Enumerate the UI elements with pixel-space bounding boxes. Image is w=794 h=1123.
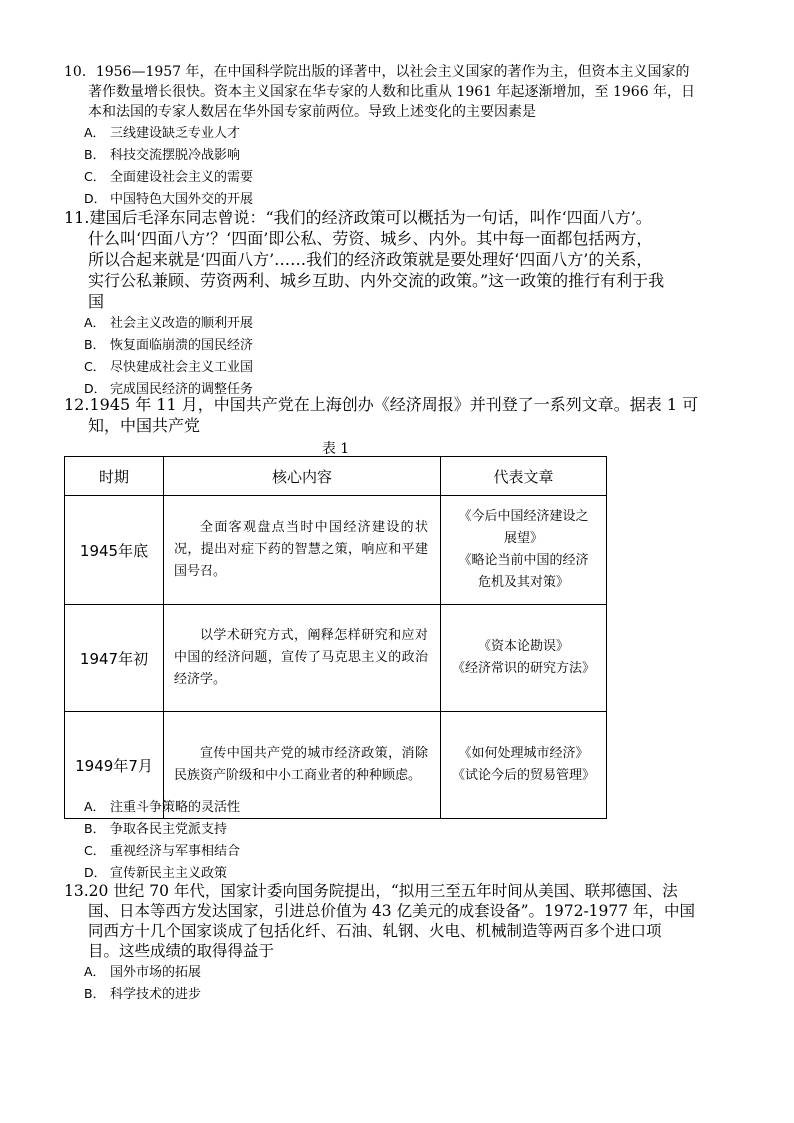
stem-line: 国、日本等西方发达国家，引进总价值为 43 亿美元的成套设备”。1972-1977 年，中国 <box>88 902 696 920</box>
articles-cell <box>441 496 607 605</box>
question-number: 11. <box>64 208 90 227</box>
option-d[interactable]: D． 宣传新民主主义政策 <box>84 865 228 881</box>
question-number: 12. <box>64 395 90 414</box>
stem-line: 国 <box>88 292 105 311</box>
option-a[interactable]: A． 注重斗争策略的灵活性 <box>84 799 241 815</box>
question-12 <box>64 394 744 436</box>
core-content-cell: 宣传中国共产党的城市经济政策，消除民族资产阶级和中小工商业者的种种顾虑。 <box>164 712 441 819</box>
option-b[interactable]: B． 争取各民主党派支持 <box>84 821 228 837</box>
options-list <box>64 796 744 884</box>
question-13-stem <box>64 881 744 961</box>
stem-line: 1945 年 11 月，中国共产党在上海创办《经济周报》并刊登了一系列文章。据表 1 可 <box>89 395 699 414</box>
stem-line: 1956—1957 年，在中国科学院出版的译著中，以社会主义国家的著作为主，但资本主义国家的 <box>95 64 690 80</box>
question-number: 10． <box>64 64 96 80</box>
stem-line: 所以合起来就是‘四面八方’……我们的经济政策就是要处理好‘四面八方’的关系， <box>88 250 653 269</box>
options-list <box>64 961 744 1005</box>
stem-line: 同西方十几个国家谈成了包括化纤、石油、轧钢、火电、机械制造等两百多个进口项 <box>88 922 662 940</box>
article-title: 展望》 <box>503 531 543 546</box>
stem-line: 实行公私兼顾、劳资两利、城乡互助、内外交流的政策。”这一政策的推行有利于我 <box>88 271 665 290</box>
question-12-options <box>64 796 744 884</box>
table-row <box>65 496 607 605</box>
article-title: 《今后中国经济建设之 <box>458 509 589 524</box>
period-cell: 1949年7月 <box>65 712 164 819</box>
article-title: 《经济常识的研究方法》 <box>451 661 595 676</box>
article-title: 《略论当前中国的经济 <box>458 553 589 568</box>
period-cell: 1947年初 <box>65 605 164 712</box>
question-11-stem <box>64 207 744 312</box>
question-10-stem <box>64 62 744 122</box>
article-title: 《试论今后的贸易管理》 <box>451 768 595 783</box>
core-content-cell: 以学术研究方式，阐释怎样研究和应对中国的经济问题，宣传了马克思主义的政治经济学。 <box>164 605 441 712</box>
table-caption: 表 1 <box>321 441 350 457</box>
option-b[interactable]: B． 恢复面临崩溃的国民经济 <box>84 337 254 353</box>
article-title: 《资本论勘误》 <box>477 639 569 654</box>
stem-line: 什么叫‘四面八方’？‘四面’即公私、劳资、城乡、内外。其中每一面都包括两方， <box>88 229 653 248</box>
options-list <box>64 122 744 210</box>
stem-line: 目。这些成绩的取得得益于 <box>88 942 275 960</box>
table-header: 时期 <box>65 457 164 496</box>
question-12-stem <box>64 394 744 436</box>
table-1 <box>64 456 607 819</box>
question-11 <box>64 207 744 400</box>
option-a[interactable]: A． 社会主义改造的顺利开展 <box>84 315 254 331</box>
option-b[interactable]: B． 科技交流摆脱冷战影响 <box>84 147 241 163</box>
stem-line: 本和法国的专家人数居在华外国专家前两位。导致上述变化的主要因素是 <box>88 104 536 120</box>
core-content-cell: 全面客观盘点当时中国经济建设的状况，提出对症下药的智慧之策，响应和平建国号召。 <box>164 496 441 605</box>
option-a[interactable]: A． 国外市场的拓展 <box>84 964 202 980</box>
table-row <box>65 605 607 712</box>
question-10 <box>64 62 744 210</box>
question-13 <box>64 881 744 1005</box>
option-d[interactable]: D． 中国特色大国外交的开展 <box>84 191 254 207</box>
question-number: 13. <box>64 882 89 900</box>
option-c[interactable]: C． 全面建设社会主义的需要 <box>84 169 254 185</box>
options-list <box>64 312 744 400</box>
stem-line: 建国后毛泽东同志曾说：“我们的经济政策可以概括为一句话，叫作‘四面八方’。 <box>89 208 652 227</box>
option-a[interactable]: A． 三线建设缺乏专业人才 <box>84 125 241 141</box>
option-b[interactable]: B． 科学技术的进步 <box>84 986 202 1002</box>
article-title: 危机及其对策》 <box>477 575 569 590</box>
table-header-row <box>65 457 607 496</box>
stem-line: 著作数量增长很快。资本主义国家在华专家的人数和比重从 1961 年起逐渐增加，至 1966 年，日 <box>88 84 696 100</box>
table-header: 核心内容 <box>164 457 441 496</box>
option-c[interactable]: C． 重视经济与军事相结合 <box>84 843 241 859</box>
stem-line: 知，中国共产党 <box>88 416 201 435</box>
option-d[interactable]: D． 完成国民经济的调整任务 <box>84 381 254 397</box>
articles-cell <box>441 605 607 712</box>
table-header: 代表文章 <box>441 457 607 496</box>
article-title: 《如何处理城市经济》 <box>458 746 589 761</box>
stem-line: 20 世纪 70 年代，国家计委向国务院提出，“拟用三至五年时间从美国、联邦德国、法 <box>88 882 678 900</box>
period-cell: 1945年底 <box>65 496 164 605</box>
option-c[interactable]: C． 尽快建成社会主义工业国 <box>84 359 254 375</box>
